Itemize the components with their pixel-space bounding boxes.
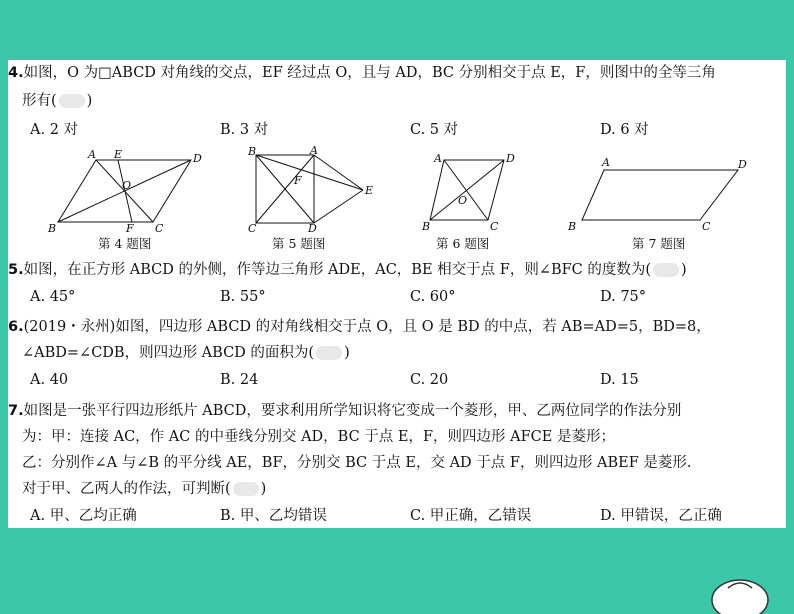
figure-4-diagram [46,148,206,235]
question-7-number: 7. [8,403,24,419]
decorative-bulb-icon [700,574,780,614]
question-4-paren: ) [86,93,93,109]
figure-7-diagram [566,150,756,233]
option-4b[interactable]: B. 3 对 [220,122,269,138]
label-f: F [126,222,134,235]
option-5b[interactable]: B. 55° [220,289,266,305]
option-5a[interactable]: A. 45° [30,289,76,305]
question-7-line1 [8,398,681,424]
question-6-line1 [8,314,711,340]
answer-blank-6[interactable] [316,346,342,360]
option-6b[interactable]: B. 24 [220,372,259,388]
worksheet-paper [8,60,786,528]
figure-5-diagram [248,144,378,235]
label-f: F [294,174,302,187]
option-7b[interactable]: B. 甲、乙均错误 [220,508,327,524]
label-d: D [308,222,317,235]
question-4-line1 [8,60,716,86]
answer-blank-5[interactable] [653,263,679,277]
figure-6-caption: 第 6 题图 [436,236,490,251]
question-5-line1 [8,257,687,283]
label-a: A [310,144,318,157]
option-4c[interactable]: C. 5 对 [410,122,459,138]
option-5d[interactable]: D. 75° [600,289,647,305]
label-c: C [702,220,711,233]
figure-4 [46,148,206,251]
label-c: C [490,220,499,233]
label-o: O [458,194,468,207]
figure-6-diagram [422,150,528,233]
label-c: C [155,222,164,235]
label-e: E [114,148,123,161]
label-a: A [602,156,610,169]
figure-5 [248,144,378,251]
label-b: B [422,220,431,233]
figure-7-caption: 第 7 题图 [632,236,686,251]
option-7a[interactable]: A. 甲、乙均正确 [30,508,137,524]
answer-blank-4[interactable] [59,94,85,108]
option-6d[interactable]: D. 15 [600,372,639,388]
question-7-line4 [22,476,266,502]
label-d: D [738,158,747,171]
question-7-line2: 为：甲：连接 AC，作 AC 的中垂线分别交 AD，BC 于点 E，F，则四边形 AFCE 是菱形； [22,429,615,445]
label-a: A [434,152,442,165]
question-6-paren: ) [344,345,350,361]
label-o: O [122,179,132,192]
label-b: B [48,222,57,235]
option-7c[interactable]: C. 甲正确，乙错误 [410,508,532,524]
label-e: E [365,184,374,197]
question-4-number: 4. [8,65,24,81]
question-5-number: 5. [8,262,24,278]
question-7-line3: 乙：分别作∠A 与∠B 的平分线 AE，BF，分别交 BC 于点 E，交 AD 于点 F，则四边形 ABEF 是菱形. [22,455,692,471]
question-5-paren: ) [681,262,687,278]
option-5c[interactable]: C. 60° [410,289,456,305]
figure-6 [422,150,528,251]
label-d: D [193,152,202,165]
option-6c[interactable]: C. 20 [410,372,449,388]
label-a: A [88,148,96,161]
question-7-paren: ) [260,481,267,497]
question-4-text: 如图，O 为□ABCD 对角线的交点，EF 经过点 O，且与 AD，BC 分别相交于点 E，F，则图中的全等三角 [23,65,716,81]
option-4a[interactable]: A. 2 对 [30,122,79,138]
question-6-number: 6. [8,319,24,335]
label-c: C [248,222,257,235]
question-7-text-4: 对于甲、乙两人的作法，可判断( [22,481,231,497]
figure-4-caption: 第 4 题图 [98,236,152,251]
question-6-text-2: ∠ABD=∠CDB，则四边形 ABCD 的面积为( [22,345,315,361]
figure-5-caption: 第 5 题图 [272,236,326,251]
question-5-text: 如图，在正方形 ABCD 的外侧，作等边三角形 ADE，AC，BE 相交于点 F，则∠BFC 的度数为( [23,262,652,278]
question-4-text-2: 形有( [22,93,57,109]
question-6-text: (2019・永州)如图，四边形 ABCD 的对角线相交于点 O，且 O 是 BD 的中点，若 AB=AD=5，BD=8， [23,319,711,335]
option-6a[interactable]: A. 40 [30,372,69,388]
option-7d[interactable]: D. 甲错误，乙正确 [600,508,722,524]
question-4-line2 [22,88,92,114]
option-4d[interactable]: D. 6 对 [600,122,649,138]
label-b: B [248,145,257,158]
figure-7 [566,150,756,251]
question-7-text: 如图是一张平行四边形纸片 ABCD，要求利用所学知识将它变成一个菱形，甲、乙两位同学的作法分别 [23,403,682,419]
question-6-line2 [22,340,350,366]
answer-blank-7[interactable] [233,482,259,496]
label-b: B [568,220,577,233]
label-d: D [506,152,515,165]
